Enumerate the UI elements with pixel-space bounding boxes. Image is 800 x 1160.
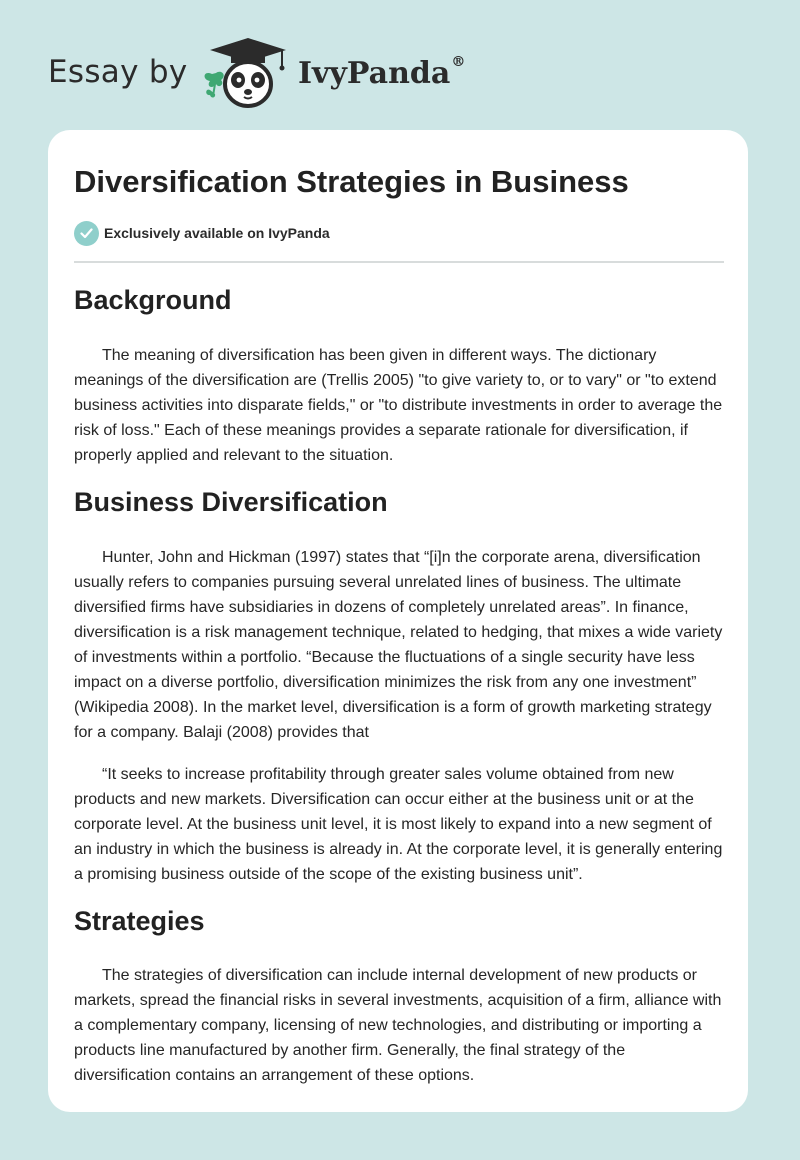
site-header [48, 34, 748, 110]
paragraph-strategies-1: The strategies of diversification can include internal development of new products or markets, spread the financial risks in several investments, acquisition of a firm, alliance with a complementary company, licensing of new technologies, and distributing or importing a products line manufactured by another firm. Generally, the final strategy of the diversification contains an arrangement of these options. [74, 967, 722, 1084]
essay-card [48, 130, 748, 1112]
checkmark-icon [74, 221, 99, 246]
paragraph-background-1: The meaning of diversification has been given in different ways. The dictionary meanings of the diversification are (Trellis 2005) "to give variety to, or to vary" or "to extend business activities into disparate fields," or "to distribute investments in order to average the risk of loss." Each of these meanings provides a separate rationale for diversification, if properly applied and relevant to the situation. [74, 347, 723, 464]
title-divider [74, 261, 724, 263]
ivypanda-wordmark[interactable]: IvyPanda® [298, 54, 466, 91]
ivy-leaf-icon [205, 72, 224, 98]
paragraph-business-diversification-1: Hunter, John and Hickman (1997) states that “[i]n the corporate arena, diversification usually refers to companies pursuing several unrelated lines of business. The ultimate diversified firms have subsidiaries in dozens of completely unrelated areas”. In finance, diversification is a risk management technique, related to hedging, that mixes a wide variety of investments within a portfolio. “Because the fluctuations of a single security have less impact on a diverse portfolio, diversification minimizes the risk from any one investment” (Wikipedia 2008). In the market level, diversification is a form of growth marketing strategy for a company. Balaji (2008) provides that [74, 549, 723, 741]
page-title: Diversification Strategies in Business [74, 164, 629, 199]
section-heading-background: Background [74, 285, 232, 315]
trademark-symbol: ® [451, 54, 466, 70]
section-heading-business-diversification: Business Diversification [74, 487, 388, 517]
section-heading-strategies: Strategies [74, 906, 205, 936]
exclusive-badge-label: Exclusively available on IvyPanda [104, 225, 330, 241]
paragraph-business-diversification-quote: “It seeks to increase profitability through greater sales volume obtained from new products and new markets. Diversification can occur either at the business unit or at the corporate level. At the business unit level, it is most likely to expand into a new segment of an industry in which the business is already in. At the corporate level, it is generally entering a promising business outside of the scope of the existing business unit”. [74, 766, 723, 883]
ivypanda-logo-icon[interactable] [198, 34, 298, 110]
exclusive-badge [74, 220, 330, 246]
essay-by-label: Essay by [48, 54, 188, 90]
